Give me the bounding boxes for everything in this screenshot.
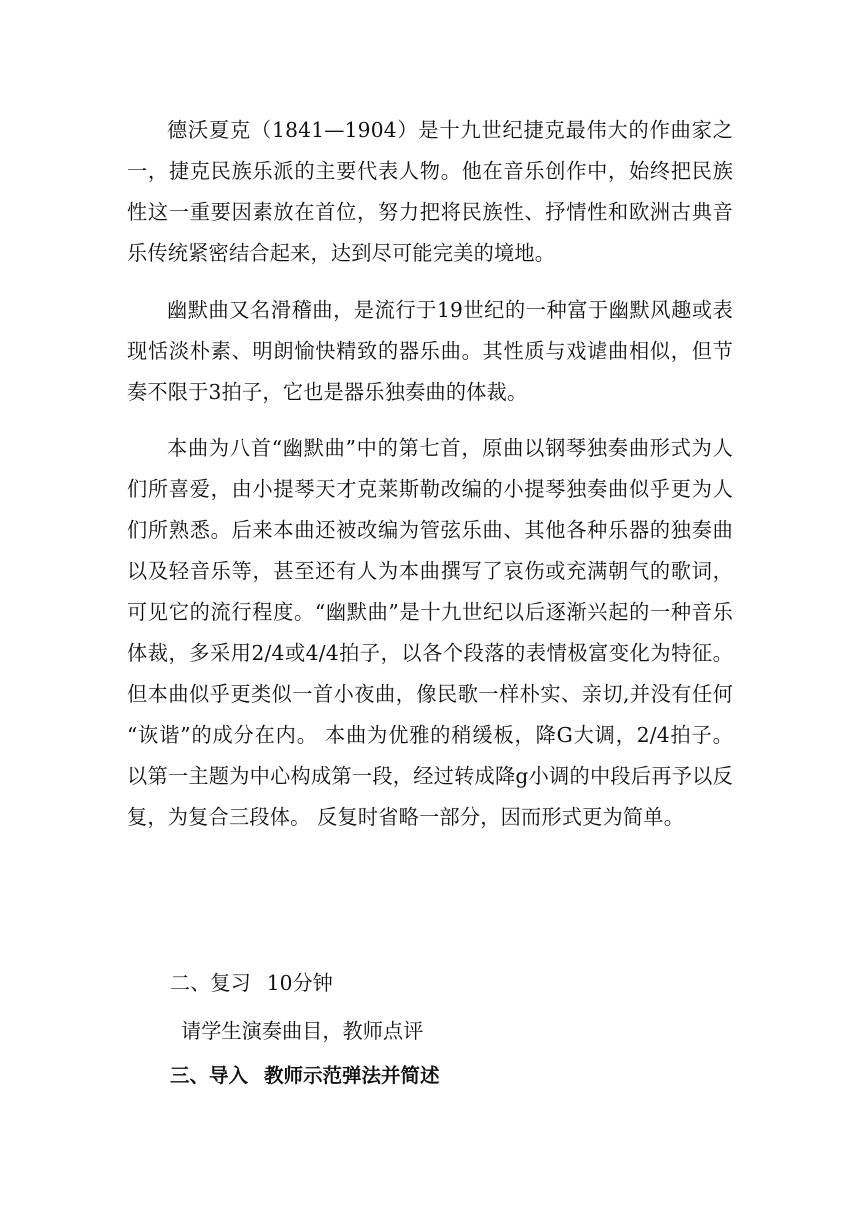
section-intro-heading — [170, 1061, 440, 1091]
section-review-content: 请学生演奏曲目，教师点评 — [181, 1019, 424, 1043]
paragraph-humoresque-definition: 幽默曲又名滑稽曲，是流行于19世纪的一种富于幽默风趣或表现恬淡朴素、明朗愉快精致的器乐曲。其性质与戏谑曲相似，但节奏不限于3拍子，它也是器乐独奏曲的体裁。 — [127, 298, 733, 404]
section-review-duration: 10分钟 — [266, 971, 333, 995]
paragraph-dvorak-intro: 德沃夏克（1841—1904）是十九世纪捷克最伟大的作曲家之一，捷克民族乐派的主要代表人物。他在音乐创作中，始终把民族性这一重要因素放在首位，努力把将民族性、抒情性和欧洲古典音乐传统紧密结合起来，达到尽可能完美的境地。 — [127, 118, 733, 265]
section-intro-title: 三、导入 — [170, 1064, 249, 1087]
section-review-heading — [170, 968, 333, 998]
paragraph-piece-description: 本曲为八首“幽默曲”中的第七首，原曲以钢琴独奏曲形式为人们所喜爱，由小提琴天才克莱斯勒改编的小提琴独奏曲似乎更为人们所熟悉。后来本曲还被改编为管弦乐曲、其他各种乐器的独奏曲以及轻音乐等，甚至还有人为本曲撰写了哀伤或充满朝气的歌词，可见它的流行程度。“幽默曲”是十九世纪以后逐渐兴起的一种音乐体裁，多采用2/4或4/4拍子，以各个段落的表情极富变化为特征。但本曲似乎更类似一首小夜曲，像民歌一样朴实、亲切,并没有任何 “诙谐”的成分在内。 本曲为优雅的稍缓板，降G大调，2/4拍子。以第一主题为中心构成第一段，经过转成降g小调的中段后再予以反复，为复合三段体。 反复时省略一部分，因而形式更为简单。 — [127, 436, 733, 829]
section-intro-content: 教师示范弹法并简述 — [264, 1064, 440, 1087]
section-review-title: 二、复习 — [170, 971, 251, 995]
